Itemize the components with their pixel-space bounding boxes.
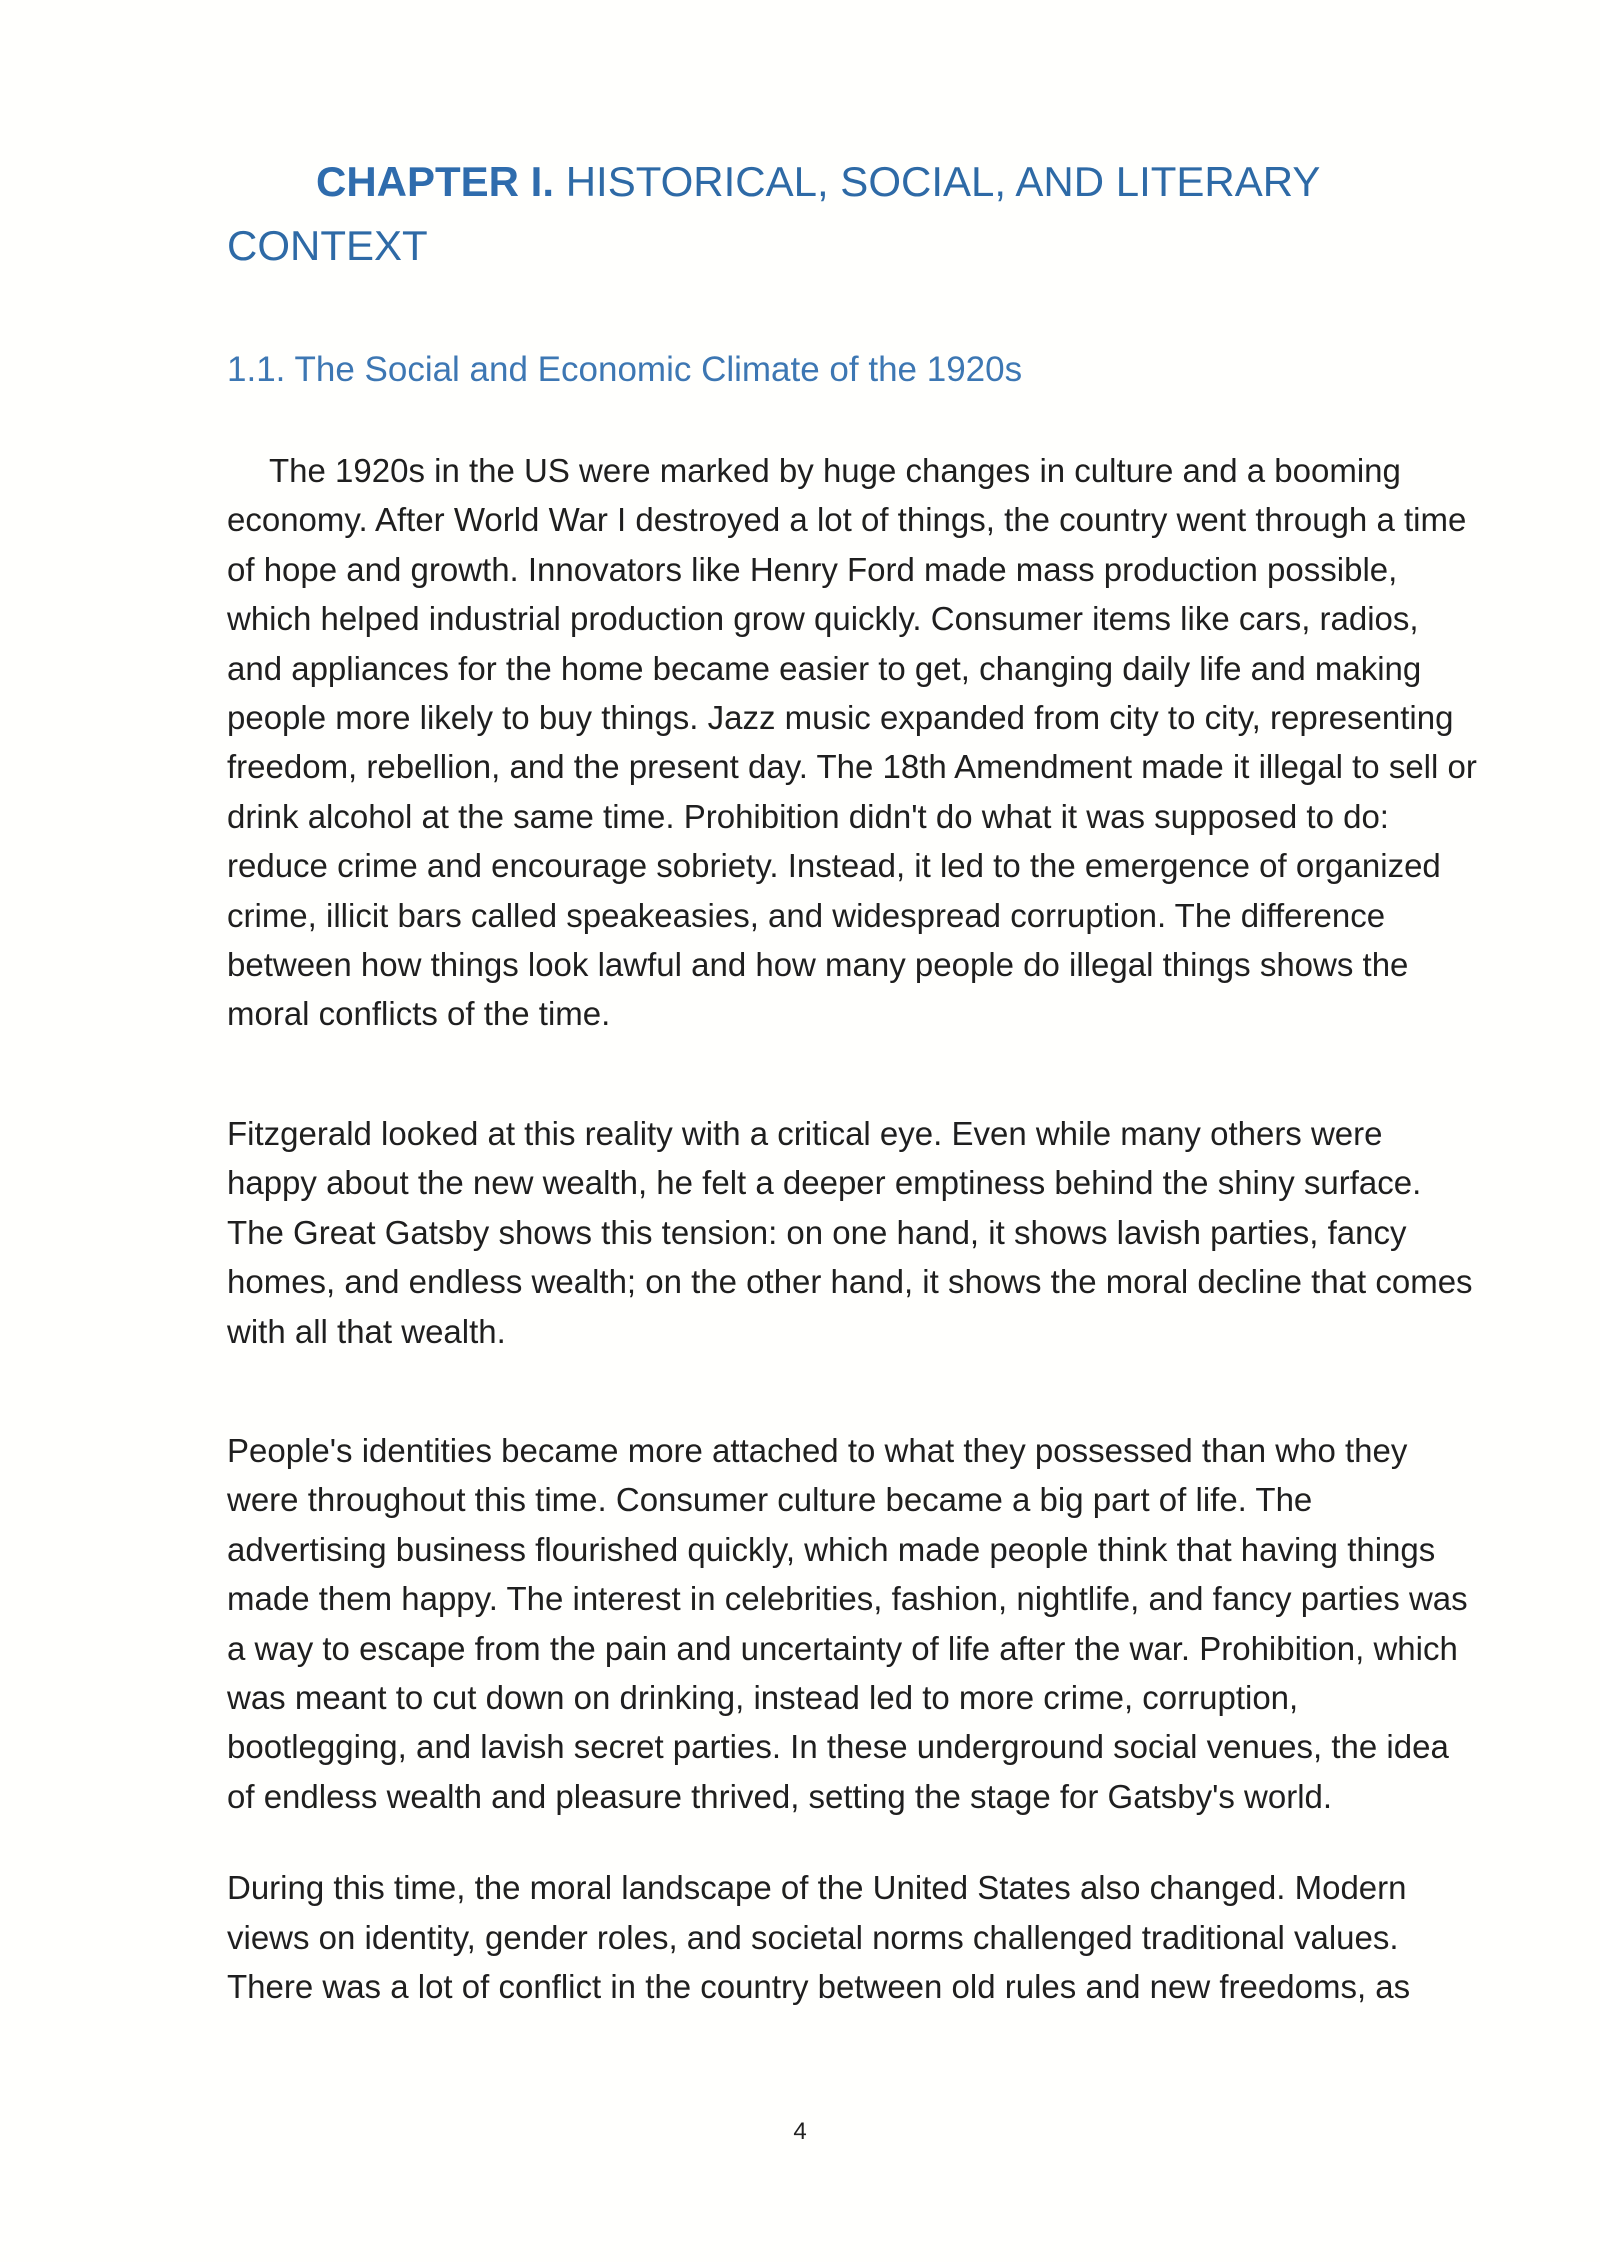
chapter-title — [227, 150, 1477, 278]
page-content — [227, 150, 1477, 2011]
chapter-label: CHAPTER I. — [316, 158, 555, 205]
page-number: 4 — [793, 2118, 807, 2145]
chapter-title-text: HISTORICAL, SOCIAL, AND LITERARY CONTEXT — [227, 158, 1320, 269]
body-paragraph: People's identities became more attached to what they possessed than who they were throughout this time. Consumer culture became a big part of life. The advertising business flourished quickly, which made people think that having things made them happy. The interest in celebrities, fashion, nightlife, and fancy parties was a way to escape from the pain and uncertainty of life after the war. Prohibition, which was meant to cut down on drinking, instead led to more crime, corruption, bootlegging, and lavish secret parties. In these underground social venues, the idea of endless wealth and pleasure thrived, setting the stage for Gatsby's world. — [227, 1431, 1468, 1815]
section-heading: 1.1. The Social and Economic Climate of the 1920s — [227, 350, 1023, 389]
body-paragraph: The 1920s in the US were marked by huge changes in culture and a booming economy. After World War I destroyed a lot of things, the country went through a time of hope and growth. Innovators like Henry Ford made mass production possible, which helped industrial production grow quickly. Consumer items like cars, radios, and appliances for the home became easier to get, changing daily life and making people more likely to buy things. Jazz music expanded from city to city, representing freedom, rebellion, and the present day. The 18th Amendment made it illegal to sell or drink alcohol at the same time. Prohibition didn't do what it was supposed to do: reduce crime and encourage sobriety. Instead, it led to the emergence of organized crime, illicit bars called speakeasies, and widespread corruption. The difference between how things look lawful and how many people do illegal things shows the moral conflicts of the time. — [227, 452, 1477, 1033]
body-paragraph: Fitzgerald looked at this reality with a critical eye. Even while many others were happy about the new wealth, he felt a deeper emptiness behind the shiny surface. The Great Gatsby shows this tension: on one hand, it shows lavish parties, fancy homes, and endless wealth; on the other hand, it shows the moral decline that comes with all that wealth. — [227, 1114, 1473, 1350]
body-paragraph: During this time, the moral landscape of the United States also changed. Modern views on identity, gender roles, and societal norms challenged traditional values. There was a lot of conflict in the country between old rules and new freedoms, as — [227, 1869, 1411, 2005]
